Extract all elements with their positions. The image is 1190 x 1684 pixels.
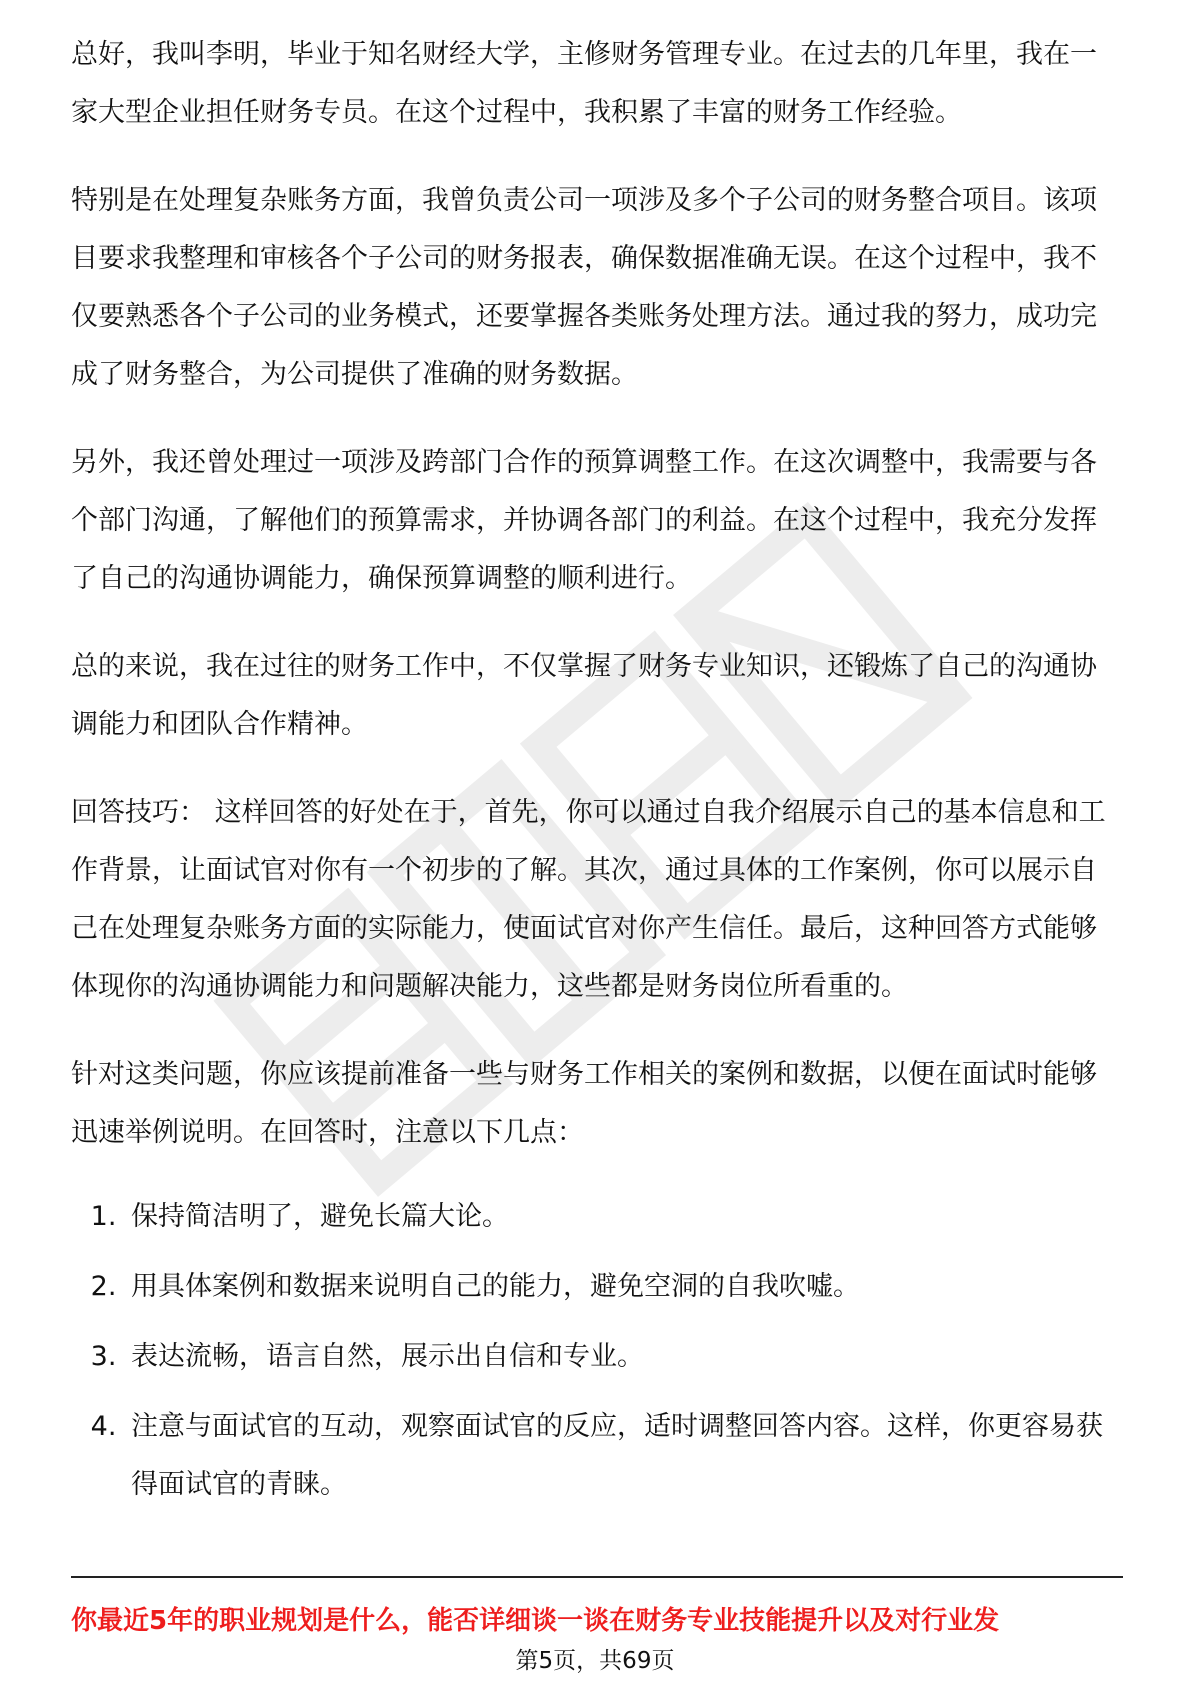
section-divider [71, 1576, 1123, 1578]
paragraph-preparation: 针对这类问题，你应该提前准备一些与财务工作相关的案例和数据，以便在面试时能够迅速举例说明。在回答时，注意以下几点： [71, 1059, 1097, 1148]
list-item: 4. 注意与面试官的互动，观察面试官的反应，适时调整回答内容。这样，你更容易获得面试官的青睐。 [125, 1398, 1123, 1514]
list-item: 1. 保持简洁明了，避免长篇大论。 [125, 1188, 1123, 1246]
paragraph-summary: 总的来说，我在过往的财务工作中，不仅掌握了财务专业知识，还锻炼了自己的沟通协调能力和团队合作精神。 [71, 651, 1097, 740]
paragraph-answer-tips: 回答技巧： 这样回答的好处在于，首先，你可以通过自我介绍展示自己的基本信息和工作背景，让面试官对你有一个初步的了解。其次，通过具体的工作案例，你可以展示自己在处理复杂账务方面的实际能力，使面试官对你产生信任。最后，这种回答方式能够体现你的沟通协调能力和问题解决能力，这些都是财务岗位所看重的。 [71, 797, 1106, 1002]
paragraph-budget-adjustment: 另外，我还曾处理过一项涉及跨部门合作的预算调整工作。在这次调整中，我需要与各个部门沟通，了解他们的预算需求，并协调各部门的利益。在这个过程中，我充分发挥了自己的沟通协调能力，确保预算调整的顺利进行。 [71, 447, 1097, 594]
list-item: 2. 用具体案例和数据来说明自己的能力，避免空洞的自我吹嘘。 [125, 1258, 1123, 1316]
next-question-heading: 你最近5年的职业规划是什么，能否详细谈一谈在财务专业技能提升以及对行业发 [71, 1606, 1000, 1636]
paragraph-intro: 总好，我叫李明，毕业于知名财经大学，主修财务管理专业。在过去的几年里，我在一家大型企业担任财务专员。在这个过程中，我积累了丰富的财务工作经验。 [71, 39, 1097, 128]
page-number: 第5页，共69页 [515, 1648, 675, 1674]
paragraph-complex-accounts: 特别是在处理复杂账务方面，我曾负责公司一项涉及多个子公司的财务整合项目。该项目要求我整理和审核各个子公司的财务报表，确保数据准确无误。在这个过程中，我不仅要熟悉各个子公司的业务模式，还要掌握各类账务处理方法。通过我的努力，成功完成了财务整合，为公司提供了准确的财务数据。 [71, 185, 1097, 390]
tips-list [71, 1188, 1123, 1514]
document-body [71, 26, 1123, 1526]
list-item: 3. 表达流畅，语言自然，展示出自信和专业。 [125, 1328, 1123, 1386]
